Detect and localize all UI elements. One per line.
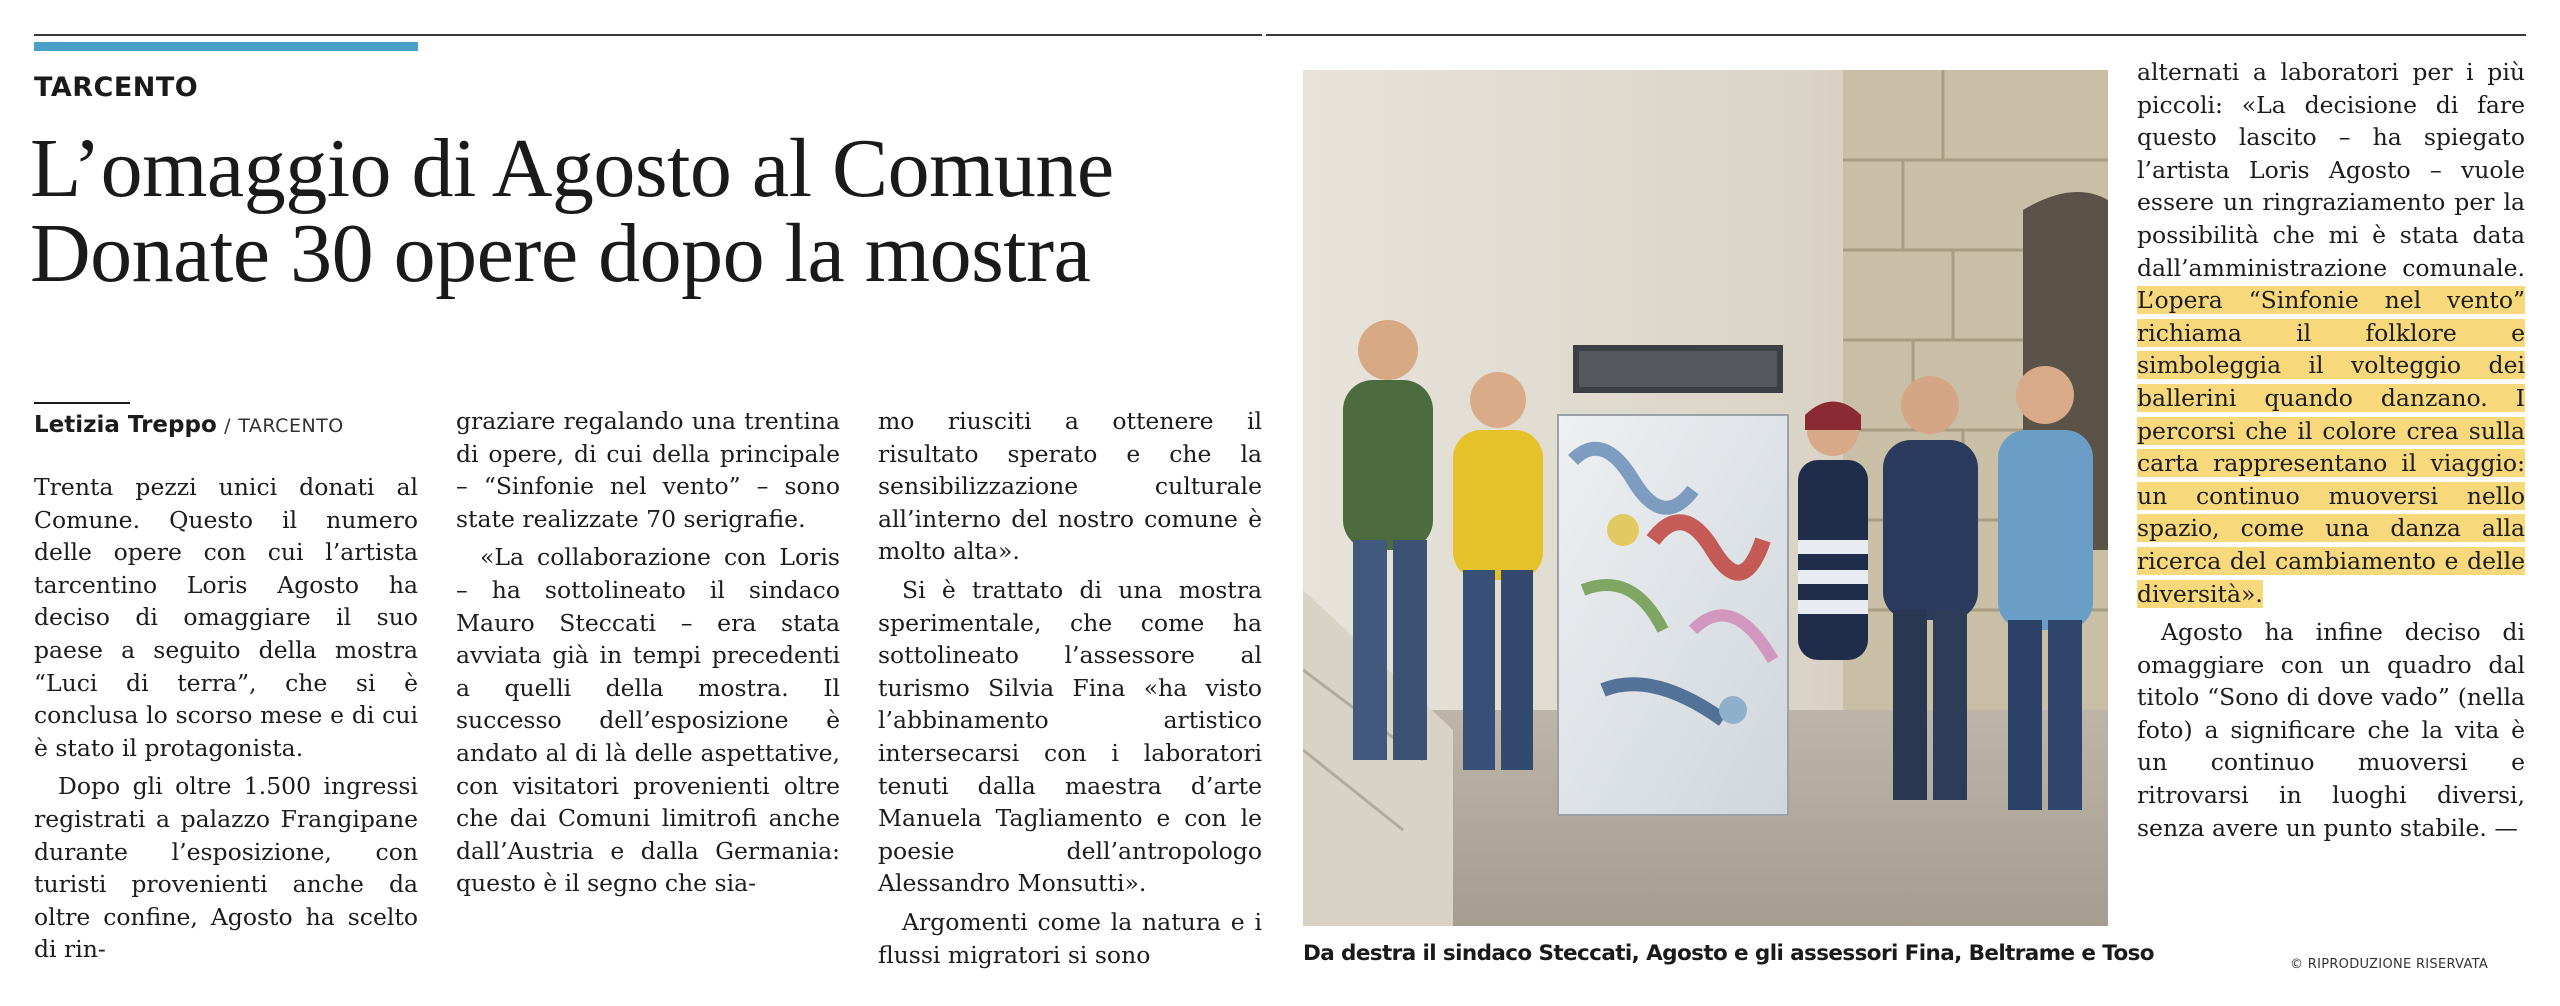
paragraph: graziare regalando una trentina di opere, di cui della principale – “Sinfonie nel vento” – sono state realizzate 70 serigrafie. xyxy=(456,407,840,533)
photo-caption: Da destra il sindaco Steccati, Agosto e gli assessori Fina, Beltrame e Toso xyxy=(1303,941,2154,966)
byline-rule xyxy=(34,402,130,404)
paragraph: Dopo gli oltre 1.500 ingressi registrati a palazzo Frangipane durante l’esposizione, con turisti provenienti anche da oltre confine, Agosto ha scelto di rin- xyxy=(34,772,418,964)
article-column-1 xyxy=(34,471,418,966)
byline xyxy=(34,412,344,438)
byline-location: TARCENTO xyxy=(238,415,344,437)
headline-line-1: L’omaggio di Agosto al Comune xyxy=(30,122,1114,215)
paragraph: Trenta pezzi unici donati al Comune. Questo il numero delle opere con cui l’artista tarcentino Loris Agosto ha deciso di omaggiare il suo paese a seguito della mostra “Luci di terra”, che si è conclusa lo scorso mese e di cui è stato il protagonista. xyxy=(34,473,418,762)
section-accent-bar xyxy=(34,42,418,51)
paragraph: mo riusciti a ottenere il risultato sperato e che la sensibilizzazione culturale all’interno del nostro comune è molto alta». xyxy=(878,407,1262,566)
article-column-2 xyxy=(456,405,840,900)
paragraph: Si è trattato di una mostra sperimentale, che come ha sottolineato l’assessore al turismo Silvia Fina «ha visto l’abbinamento artistico intersecarsi con i laboratori tenuti dalla maestra d’arte Manuela Tagliamento e con le poesie dell’antropologo Alessandro Monsutti». xyxy=(878,575,1262,898)
byline-author: Letizia Treppo xyxy=(34,412,217,438)
paragraph: Agosto ha infine deciso di omaggiare con un quadro dal titolo “Sono di dove vado” (nella foto) a significare che la vita è un continuo muoversi e ritrovarsi in luoghi diversi, senza avere un punto stabile. — xyxy=(2137,618,2525,842)
paragraph: «La collaborazione con Loris – ha sottolineato il sindaco Mauro Steccati – era stata avviata già in tempi precedenti a quelli della mostra. Il successo dell’esposizione è andato al di là delle aspettative, con visitatori provenienti oltre che dai Comuni limitrofi anche dall’Austria e dalla Germania: questo è il segno che sia- xyxy=(456,543,840,898)
article-column-3 xyxy=(878,405,1262,971)
headline-line-2: Donate 30 opere dopo la mostra xyxy=(30,207,1091,300)
copyright-notice: © RIPRODUZIONE RISERVATA xyxy=(2290,957,2489,972)
article-photo xyxy=(1303,70,2108,926)
highlighted-text: L’opera “Sinfonie nel vento” richiama il folklore e simboleggia il volteggio dei ballerini quando danzano. I percorsi che il colore crea sulla carta rappresentano il viaggio: un continuo muoversi nello spazio, come una danza alla ricerca del cambiamento e delle diversità». xyxy=(2137,286,2525,608)
paragraph xyxy=(2137,56,2525,610)
byline-separator: / xyxy=(224,415,231,437)
paragraph: Argomenti come la natura e i flussi migratori si sono xyxy=(878,907,1262,969)
section-kicker: TARCENTO xyxy=(34,72,199,103)
paragraph-text: alternati a laboratori per i più piccoli: «La decisione di fare questo lascito – ha spiegato l’artista Loris Agosto – vuole essere un ringraziamento per la possibilità che mi è stata data dall’amministrazione comunale. xyxy=(2137,58,2525,282)
photo-illustration xyxy=(1303,70,2108,926)
headline xyxy=(30,122,1280,300)
top-rule-left xyxy=(34,34,1262,36)
top-rule-right xyxy=(1266,34,2526,36)
article-column-4 xyxy=(2137,56,2525,844)
